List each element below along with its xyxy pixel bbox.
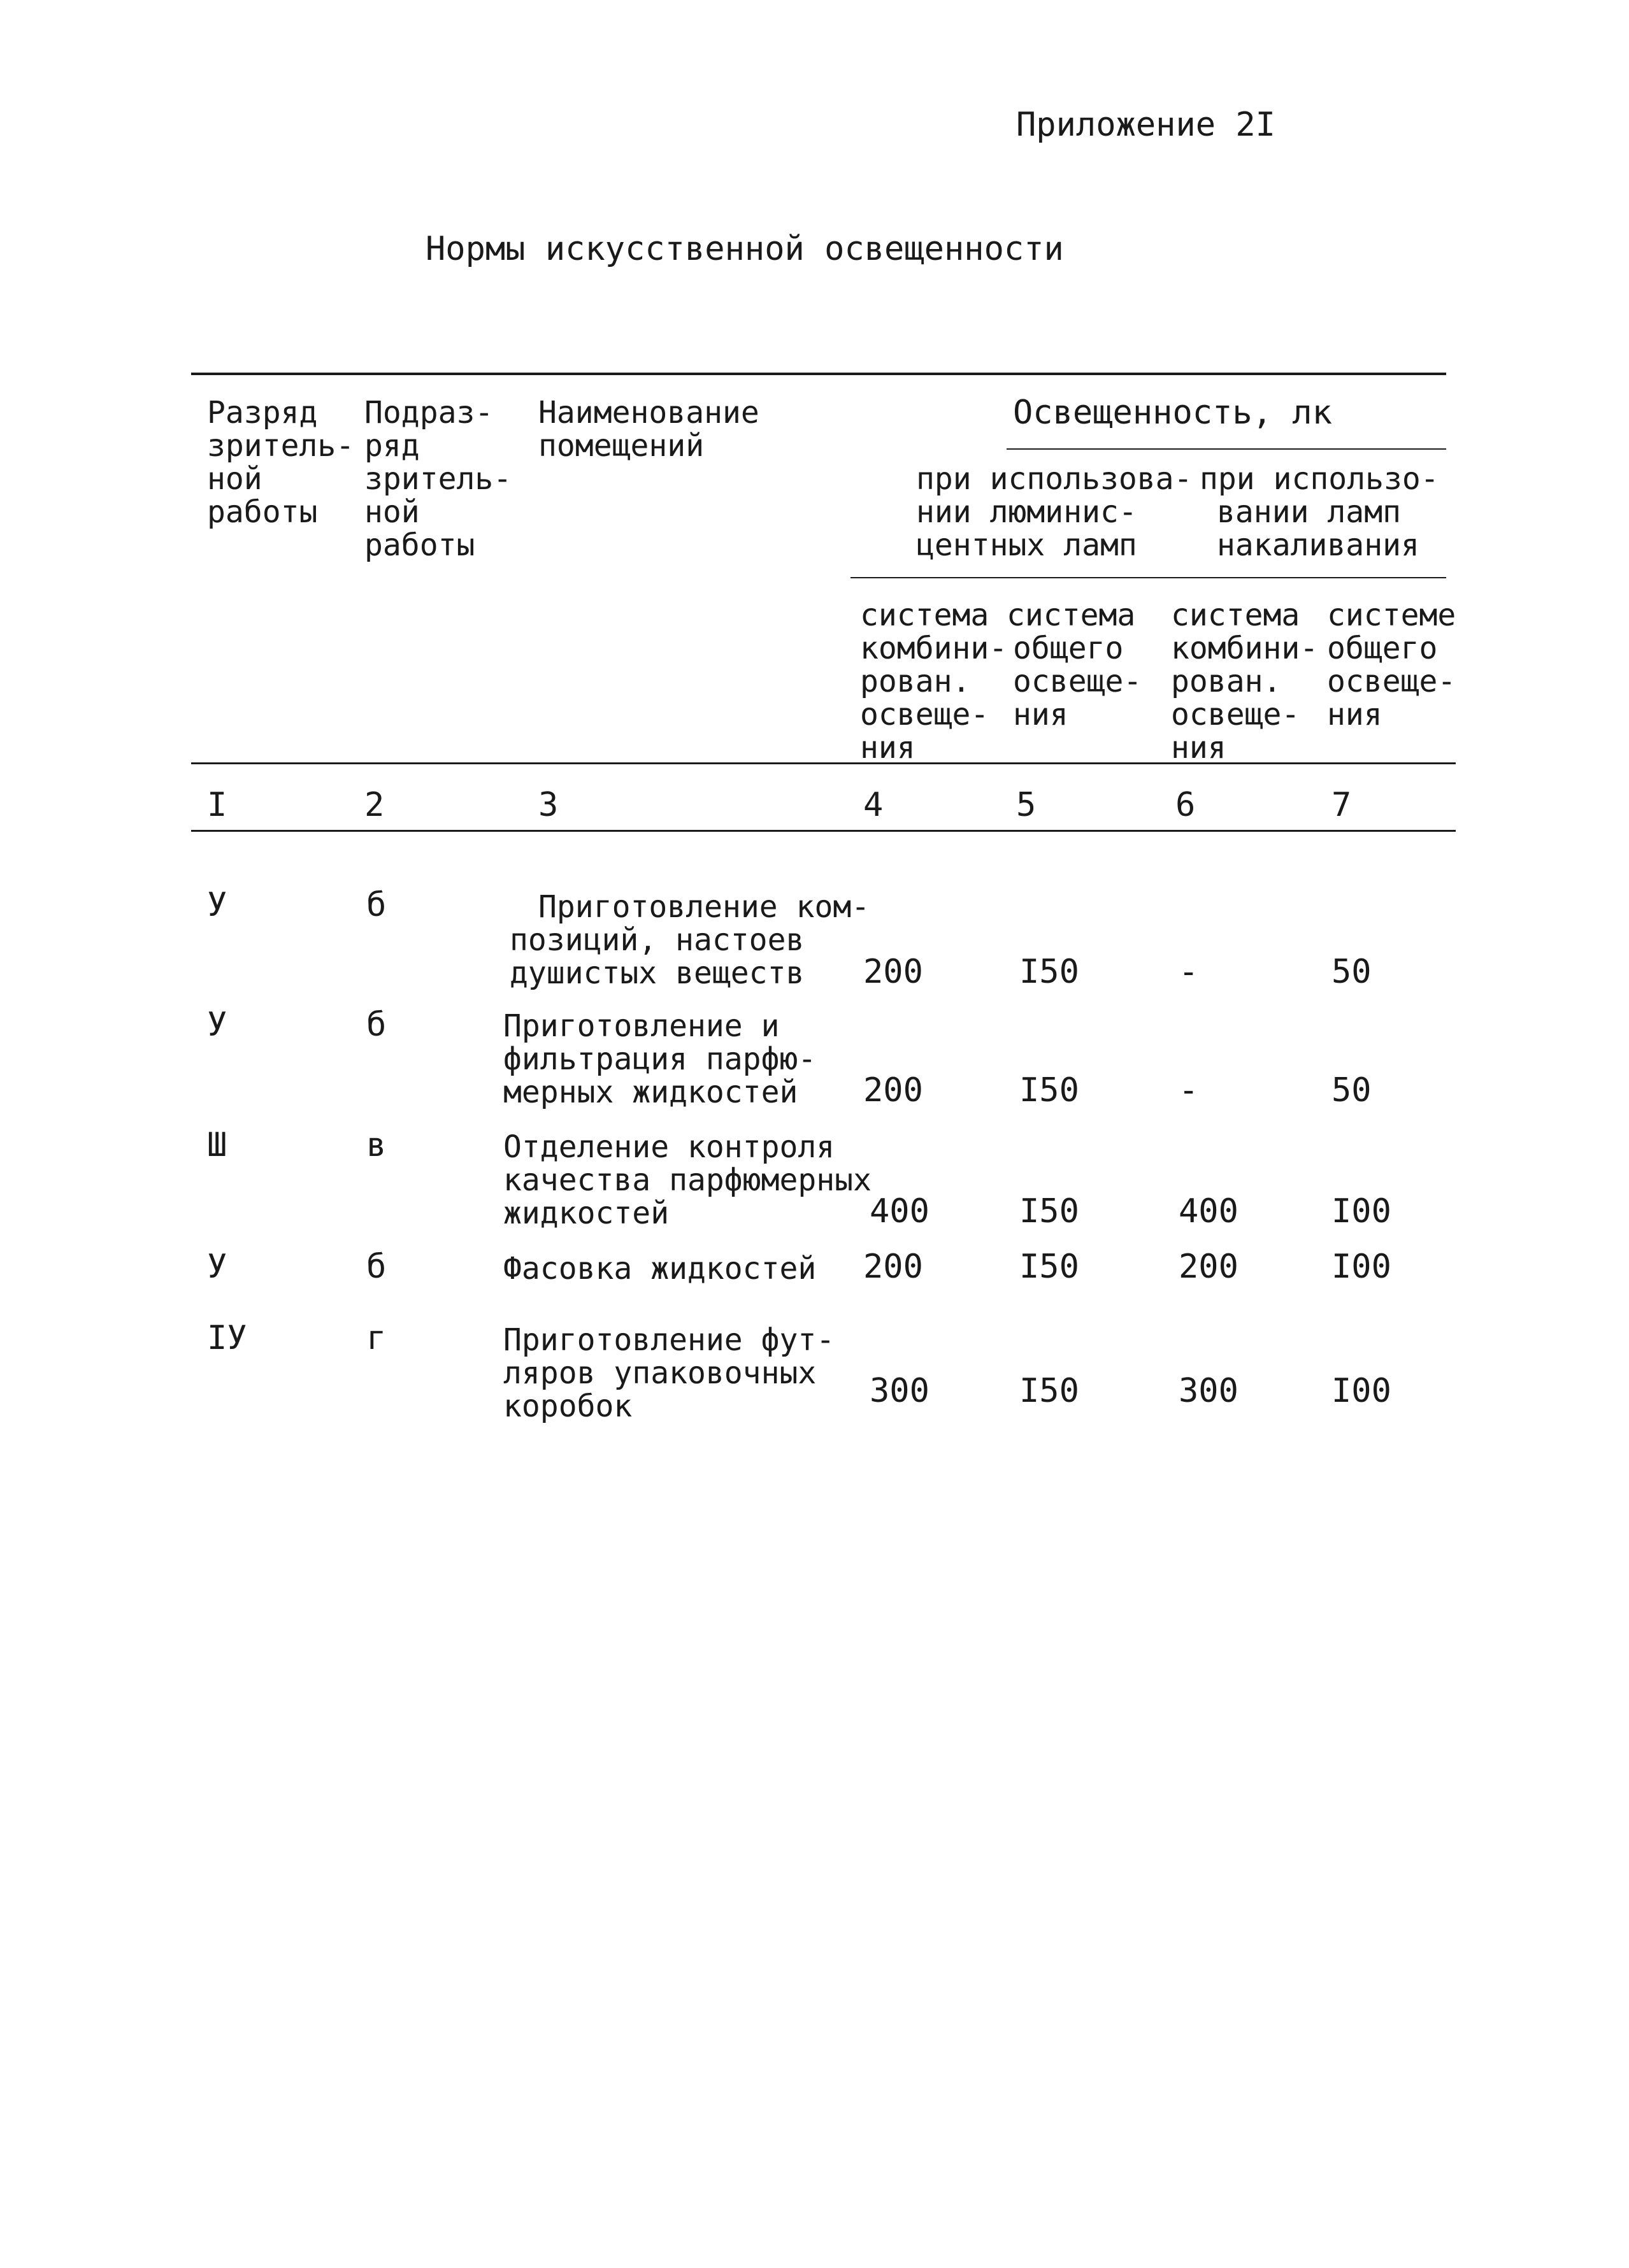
row1-v5: I50 (1019, 953, 1079, 991)
col-number-1: I (207, 786, 227, 824)
header-inc-l1: при использо- (1200, 461, 1439, 497)
sub6-l3: рован. (1171, 664, 1282, 699)
row3-name-l1: Отделение контроля (503, 1129, 835, 1165)
header-col3-l1: Наименование (538, 395, 759, 431)
row2-v7: 50 (1331, 1071, 1372, 1109)
sub7-l4: ния (1327, 697, 1382, 732)
header-inc-l3: накаливания (1217, 527, 1419, 563)
row5-razryad: IУ (207, 1319, 247, 1357)
row5-v6: 300 (1179, 1372, 1238, 1410)
row3-v6: 400 (1179, 1192, 1238, 1230)
page-title: Нормы искусственной освещенности (426, 230, 1064, 268)
sub7-l2: общего (1327, 631, 1438, 666)
header-col2-l5: работы (364, 527, 475, 563)
row4-podrazryad: б (366, 1248, 387, 1286)
header-col1-l1: Разряд (207, 395, 318, 431)
header-col1-l4: работы (207, 494, 318, 530)
sub6-l4: освеще- (1171, 697, 1300, 732)
sub5-l1: система (1007, 597, 1136, 633)
sub6-l2: комбини- (1171, 631, 1319, 666)
row5-name-l1: Приготовление фут- (503, 1322, 835, 1358)
illum-rule (1007, 448, 1446, 450)
row4-v6: 200 (1179, 1248, 1238, 1286)
row2-razryad: У (207, 1006, 227, 1044)
row1-v6: - (1179, 953, 1199, 991)
row5-name-l3: коробок (503, 1388, 633, 1424)
header-illuminance: Освещенность, лк (1013, 394, 1332, 432)
row4-v5: I50 (1019, 1248, 1079, 1286)
row2-v4: 200 (863, 1071, 923, 1109)
subgroup-rule (850, 577, 1446, 578)
row1-name-l3: душистых веществ (510, 955, 805, 991)
col-number-3: 3 (538, 786, 559, 824)
row3-v7: I00 (1331, 1192, 1391, 1230)
row4-v7: I00 (1331, 1248, 1391, 1286)
row5-podrazryad: г (366, 1319, 387, 1357)
sub4-l4: освеще- (860, 697, 989, 732)
sub5-l4: ния (1013, 697, 1068, 732)
sub5-l3: освеще- (1013, 664, 1142, 699)
sub7-l1: системе (1327, 597, 1456, 633)
row3-v5: I50 (1019, 1192, 1079, 1230)
header-bottom-rule (191, 762, 1456, 764)
row5-name-l2: ляров упаковочных (503, 1355, 817, 1391)
col-number-4: 4 (863, 786, 884, 824)
row2-name-l2: фильтрация парфю- (503, 1041, 817, 1077)
row5-v4: 300 (870, 1372, 929, 1410)
col-number-5: 5 (1016, 786, 1037, 824)
col-numbers-rule (191, 830, 1456, 832)
row2-podrazryad: б (366, 1006, 387, 1044)
sub5-l2: общего (1013, 631, 1124, 666)
header-lum-l1: при использова- (916, 461, 1193, 497)
row3-name-l3: жидкостей (503, 1195, 670, 1231)
header-lum-l3: центных ламп (916, 527, 1137, 563)
col-number-2: 2 (364, 786, 385, 824)
row5-v7: I00 (1331, 1372, 1391, 1410)
sub4-l1: система (860, 597, 989, 633)
header-col2-l1: Подраз- (364, 395, 494, 431)
col-number-7: 7 (1331, 786, 1352, 824)
row5-v5: I50 (1019, 1372, 1079, 1410)
header-lum-l2: нии люминис- (916, 494, 1137, 530)
header-col2-l3: зритель- (364, 461, 512, 497)
col-number-6: 6 (1175, 786, 1196, 824)
sub4-l3: рован. (860, 664, 971, 699)
row4-name-l1: Фасовка жидкостей (503, 1251, 817, 1287)
row4-razryad: У (207, 1248, 227, 1286)
header-inc-l2: вании ламп (1217, 494, 1401, 530)
row3-name-l2: качества парфюмерных (503, 1162, 872, 1198)
header-col3-l2: помещений (538, 428, 705, 464)
sub4-l5: ния (860, 730, 915, 766)
row1-razryad: У (207, 886, 227, 924)
row2-v6: - (1179, 1071, 1199, 1109)
sub7-l3: освеще- (1327, 664, 1456, 699)
row2-name-l1: Приготовление и (503, 1008, 780, 1044)
row1-name-l2: позиций, настоев (510, 922, 805, 958)
table-top-rule (191, 373, 1446, 375)
row4-v4: 200 (863, 1248, 923, 1286)
sub6-l5: ния (1171, 730, 1226, 766)
header-col1-l3: ной (207, 461, 262, 497)
row3-v4: 400 (870, 1192, 929, 1230)
header-col1-l2: зритель- (207, 428, 355, 464)
row2-v5: I50 (1019, 1071, 1079, 1109)
row1-v4: 200 (863, 953, 923, 991)
row1-name-l1: Приготовление ком- (538, 889, 870, 925)
row1-v7: 50 (1331, 953, 1372, 991)
row1-podrazryad: б (366, 886, 387, 924)
sub4-l2: комбини- (860, 631, 1008, 666)
sub6-l1: система (1171, 597, 1300, 633)
header-col2-l2: ряд (364, 428, 420, 464)
appendix-label: Приложение 2I (1016, 106, 1275, 144)
header-col2-l4: ной (364, 494, 420, 530)
row2-name-l3: мерных жидкостей (503, 1074, 798, 1110)
row3-podrazryad: в (366, 1126, 387, 1164)
row3-razryad: Ш (207, 1126, 227, 1164)
